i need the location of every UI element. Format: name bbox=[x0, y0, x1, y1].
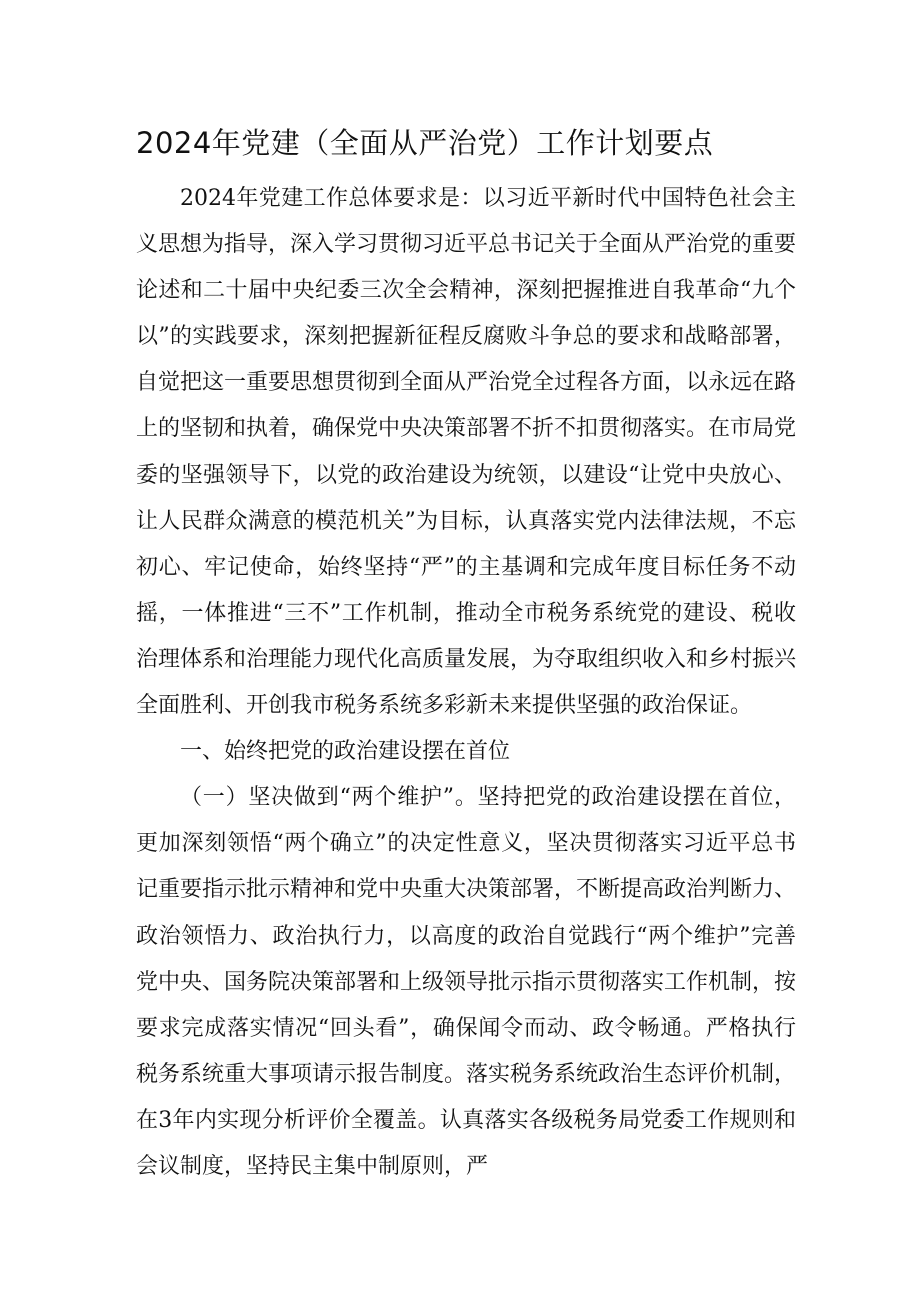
intro-paragraph: 2024年党建工作总体要求是：以习近平新时代中国特色社会主义思想为指导，深入学习贯彻习近平总书记关于全面从严治党的重要论述和二十届中央纪委三次全会精神，深刻把握推进自我革命“九个以”的实践要求，深刻把握新征程反腐败斗争总的要求和战略部署，自觉把这一重要思想贯彻到全面从严治党全过程各方面，以永远在路上的坚韧和执着，确保党中央决策部署不折不扣贯彻落实。在市局党委的坚强领导下，以党的政治建设为统领，以建设“让党中央放心、让人民群众满意的模范机关”为目标，认真落实党内法律法规，不忘初心、牢记使命，始终坚持“严”的主基调和完成年度目标任务不动摇，一体推进“三不”工作机制，推动全市税务系统党的建设、税收治理体系和治理能力现代化高质量发展，为夺取组织收入和乡村振兴全面胜利、开创我市税务系统多彩新未来提供坚强的政治保证。 bbox=[136, 186, 797, 719]
document-body bbox=[136, 176, 796, 1190]
section-heading: 一、始终把党的政治建设摆在首位 bbox=[180, 739, 511, 765]
document-title: 2024年党建（全面从严治党）工作计划要点 bbox=[136, 126, 714, 160]
subsection-paragraph: （一）坚决做到“两个维护”。坚持把党的政治建设摆在首位，更加深刻领悟“两个确立”的决定性意义，坚决贯彻落实习近平总书记重要指示批示精神和党中央重大决策部署，不断提高政治判断力、政治领悟力、政治执行力，以高度的政治自觉践行“两个维护”完善党中央、国务院决策部署和上级领导批示指示贯彻落实工作机制，按要求完成落实情况“回头看”，确保闻令而动、政令畅通。严格执行税务系统重大事项请示报告制度。落实税务系统政治生态评价机制，在3年内实现分析评价全覆盖。认真落实各级税务局党委工作规则和会议制度，坚持民主集中制原则，严 bbox=[136, 785, 797, 1179]
